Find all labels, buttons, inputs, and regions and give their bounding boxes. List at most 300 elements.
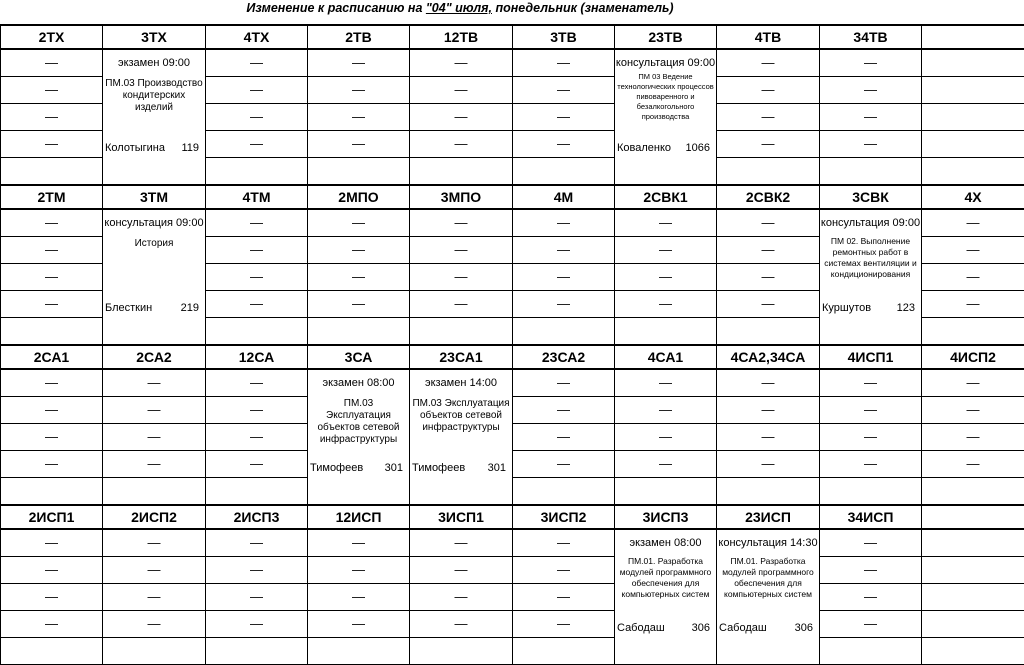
group-header: 4СА1 <box>615 345 717 369</box>
schedule-cell <box>206 291 308 318</box>
schedule-cell <box>206 451 308 478</box>
empty-dash: — <box>455 136 468 151</box>
lesson-subject: ПМ.01. Разработка модулей программного обеспечения для компьютерных систем <box>617 556 714 600</box>
schedule-cell <box>410 77 513 104</box>
schedule-cell <box>1 397 103 424</box>
schedule-cell <box>206 158 308 186</box>
group-header: 2СВК1 <box>615 185 717 209</box>
schedule-cell <box>1 209 103 237</box>
empty-dash: — <box>250 82 263 97</box>
empty-dash: — <box>967 242 980 257</box>
schedule-cell <box>103 529 206 557</box>
schedule-cell <box>206 131 308 158</box>
empty-dash: — <box>250 55 263 70</box>
empty-dash: — <box>455 269 468 284</box>
schedule-row <box>1 369 1024 397</box>
schedule-cell <box>615 318 717 346</box>
group-header: 3СВК <box>820 185 922 209</box>
schedule-cell <box>103 209 206 345</box>
schedule-cell <box>615 264 717 291</box>
lesson-teacher: Тимофеев <box>310 462 363 474</box>
schedule-cell <box>717 131 820 158</box>
schedule-cell <box>615 369 717 397</box>
empty-dash: — <box>762 296 775 311</box>
group-header: 12ИСП <box>308 505 410 529</box>
empty-dash: — <box>864 456 877 471</box>
schedule-cell <box>1 77 103 104</box>
group-header: 4ТВ <box>717 25 820 49</box>
schedule-cell <box>820 451 922 478</box>
group-header: 2СВК2 <box>717 185 820 209</box>
lesson-type-time: экзамен 08:00 <box>308 377 409 389</box>
schedule-cell <box>1 478 103 506</box>
group-header: 2ИСП1 <box>1 505 103 529</box>
schedule-cell <box>308 158 410 186</box>
schedule-cell <box>1 291 103 318</box>
empty-dash: — <box>864 429 877 444</box>
lesson-subject: ПМ.03 Эксплуатация объектов сетевой инфраструктуры <box>310 398 407 446</box>
empty-dash: — <box>45 242 58 257</box>
schedule-cell <box>922 291 1024 318</box>
empty-dash: — <box>557 375 570 390</box>
lesson-subject: ПМ 03 Ведение технологических процессов пивоваренного и безалкогольного производства <box>617 72 714 122</box>
empty-dash: — <box>762 242 775 257</box>
empty-dash: — <box>762 456 775 471</box>
group-header: 23СА2 <box>513 345 615 369</box>
schedule-cell <box>922 369 1024 397</box>
empty-dash: — <box>250 456 263 471</box>
schedule-cell <box>820 529 922 557</box>
schedule-cell <box>513 529 615 557</box>
schedule-cell <box>206 264 308 291</box>
schedule-cell <box>308 131 410 158</box>
schedule-cell <box>206 209 308 237</box>
schedule-cell <box>922 131 1024 158</box>
lesson-type-time: консультация 14:30 <box>717 537 819 549</box>
schedule-cell <box>717 318 820 346</box>
schedule-cell <box>410 611 513 638</box>
empty-dash: — <box>864 589 877 604</box>
empty-dash: — <box>352 242 365 257</box>
schedule-cell <box>410 529 513 557</box>
schedule-cell <box>820 611 922 638</box>
empty-dash: — <box>864 535 877 550</box>
group-header: 3ИСП2 <box>513 505 615 529</box>
schedule-cell <box>717 529 820 665</box>
empty-dash: — <box>864 109 877 124</box>
lesson-room: 119 <box>181 142 199 154</box>
schedule-cell <box>717 397 820 424</box>
schedule-cell <box>1 557 103 584</box>
schedule-cell <box>717 451 820 478</box>
lesson-entry <box>717 530 819 664</box>
lesson-teacher: Колотыгина <box>105 142 165 154</box>
group-header <box>922 25 1024 49</box>
group-header: 4ИСП2 <box>922 345 1024 369</box>
empty-dash: — <box>148 402 161 417</box>
empty-dash: — <box>250 109 263 124</box>
empty-dash: — <box>967 215 980 230</box>
schedule-cell <box>206 104 308 131</box>
schedule-cell <box>410 158 513 186</box>
empty-dash: — <box>352 215 365 230</box>
empty-dash: — <box>659 296 672 311</box>
group-header: 4Х <box>922 185 1024 209</box>
group-header: 2СА1 <box>1 345 103 369</box>
schedule-cell <box>1 369 103 397</box>
empty-dash: — <box>557 589 570 604</box>
schedule-cell <box>513 557 615 584</box>
empty-dash: — <box>250 535 263 550</box>
schedule-cell <box>513 611 615 638</box>
schedule-cell <box>103 424 206 451</box>
empty-dash: — <box>557 456 570 471</box>
empty-dash: — <box>659 429 672 444</box>
schedule-cell <box>513 478 615 506</box>
schedule-cell <box>103 557 206 584</box>
lesson-entry <box>615 50 716 184</box>
empty-dash: — <box>45 269 58 284</box>
empty-dash: — <box>659 269 672 284</box>
schedule-cell <box>1 237 103 264</box>
empty-dash: — <box>45 402 58 417</box>
schedule-cell <box>206 584 308 611</box>
schedule-cell <box>615 237 717 264</box>
empty-dash: — <box>762 109 775 124</box>
lesson-type-time: консультация 09:00 <box>103 217 205 229</box>
schedule-cell <box>615 451 717 478</box>
schedule-cell <box>1 49 103 77</box>
schedule-row <box>1 557 1024 584</box>
schedule-cell <box>513 209 615 237</box>
empty-dash: — <box>148 456 161 471</box>
group-header: 34ИСП <box>820 505 922 529</box>
schedule-cell <box>513 584 615 611</box>
lesson-room: 301 <box>488 462 506 474</box>
empty-dash: — <box>45 535 58 550</box>
empty-dash: — <box>352 136 365 151</box>
schedule-row <box>1 49 1024 77</box>
lesson-room: 301 <box>385 462 403 474</box>
group-header: 23ТВ <box>615 25 717 49</box>
empty-dash: — <box>455 535 468 550</box>
group-header: 23СА1 <box>410 345 513 369</box>
schedule-cell <box>206 397 308 424</box>
schedule-cell <box>922 264 1024 291</box>
empty-dash: — <box>250 242 263 257</box>
schedule-cell <box>615 424 717 451</box>
empty-dash: — <box>45 562 58 577</box>
schedule-cell <box>615 291 717 318</box>
lesson-teacher: Куршутов <box>822 302 871 314</box>
lesson-entry <box>103 50 205 184</box>
lesson-type-time: экзамен 09:00 <box>103 57 205 69</box>
schedule-cell <box>1 584 103 611</box>
schedule-cell <box>922 158 1024 186</box>
schedule-cell <box>308 369 410 505</box>
schedule-cell <box>410 318 513 346</box>
empty-dash: — <box>967 375 980 390</box>
group-header: 3МПО <box>410 185 513 209</box>
schedule-cell <box>820 369 922 397</box>
empty-dash: — <box>864 616 877 631</box>
schedule-cell <box>308 264 410 291</box>
schedule-cell <box>717 478 820 506</box>
empty-dash: — <box>455 242 468 257</box>
empty-dash: — <box>250 589 263 604</box>
empty-dash: — <box>762 402 775 417</box>
schedule-cell <box>206 424 308 451</box>
schedule-cell <box>615 397 717 424</box>
schedule-cell <box>1 158 103 186</box>
schedule-cell <box>820 77 922 104</box>
schedule-cell <box>1 424 103 451</box>
schedule-cell <box>1 529 103 557</box>
empty-dash: — <box>659 242 672 257</box>
lesson-entry <box>615 530 716 664</box>
empty-dash: — <box>455 109 468 124</box>
schedule-cell <box>820 478 922 506</box>
group-header: 2МПО <box>308 185 410 209</box>
empty-dash: — <box>659 402 672 417</box>
schedule-cell <box>513 77 615 104</box>
lesson-entry <box>410 370 512 504</box>
empty-dash: — <box>455 82 468 97</box>
empty-dash: — <box>45 589 58 604</box>
empty-dash: — <box>762 375 775 390</box>
schedule-cell <box>922 237 1024 264</box>
schedule-cell <box>922 77 1024 104</box>
empty-dash: — <box>762 136 775 151</box>
group-header-row <box>1 25 1024 49</box>
group-header: 34ТВ <box>820 25 922 49</box>
schedule-cell <box>820 584 922 611</box>
schedule-cell <box>308 584 410 611</box>
schedule-cell <box>1 611 103 638</box>
lesson-entry <box>308 370 409 504</box>
empty-dash: — <box>762 82 775 97</box>
empty-dash: — <box>45 136 58 151</box>
empty-dash: — <box>455 55 468 70</box>
empty-dash: — <box>557 242 570 257</box>
lesson-subject: ПМ.03 Производство кондитерских изделий <box>105 78 203 114</box>
empty-dash: — <box>250 562 263 577</box>
lesson-subject: ПМ 02. Выполнение ремонтных работ в системах вентиляции и кондиционирования <box>822 236 919 280</box>
empty-dash: — <box>250 269 263 284</box>
schedule-cell <box>103 369 206 397</box>
schedule-cell <box>922 209 1024 237</box>
empty-dash: — <box>250 616 263 631</box>
empty-dash: — <box>250 296 263 311</box>
schedule-cell <box>922 557 1024 584</box>
schedule-cell <box>820 49 922 77</box>
schedule-cell <box>410 131 513 158</box>
empty-dash: — <box>455 296 468 311</box>
empty-dash: — <box>864 82 877 97</box>
empty-dash: — <box>557 429 570 444</box>
schedule-cell <box>513 369 615 397</box>
schedule-cell <box>308 209 410 237</box>
empty-dash: — <box>352 296 365 311</box>
schedule-cell <box>922 49 1024 77</box>
empty-dash: — <box>557 215 570 230</box>
group-header: 3ТВ <box>513 25 615 49</box>
empty-dash: — <box>659 215 672 230</box>
schedule-cell <box>922 424 1024 451</box>
schedule-cell <box>308 611 410 638</box>
lesson-subject: ПМ.03 Эксплуатация объектов сетевой инфраструктуры <box>412 398 510 434</box>
schedule-row <box>1 209 1024 237</box>
empty-dash: — <box>45 616 58 631</box>
schedule-cell <box>103 451 206 478</box>
schedule-cell <box>717 209 820 237</box>
empty-dash: — <box>864 402 877 417</box>
empty-dash: — <box>352 589 365 604</box>
schedule-row <box>1 478 1024 506</box>
group-header: 2ИСП3 <box>206 505 308 529</box>
empty-dash: — <box>45 82 58 97</box>
lesson-type-time: экзамен 08:00 <box>615 537 716 549</box>
group-header: 2ТВ <box>308 25 410 49</box>
empty-dash: — <box>659 375 672 390</box>
schedule-cell <box>717 369 820 397</box>
schedule-cell <box>103 584 206 611</box>
schedule-cell <box>206 77 308 104</box>
schedule-cell <box>820 158 922 186</box>
schedule-cell <box>820 209 922 345</box>
empty-dash: — <box>864 375 877 390</box>
schedule-cell <box>922 104 1024 131</box>
group-header: 12СА <box>206 345 308 369</box>
empty-dash: — <box>45 215 58 230</box>
page-title <box>0 1 920 15</box>
schedule-cell <box>206 318 308 346</box>
schedule-cell <box>1 318 103 346</box>
schedule-row <box>1 584 1024 611</box>
empty-dash: — <box>250 402 263 417</box>
schedule-cell <box>308 49 410 77</box>
lesson-room: 123 <box>897 302 915 314</box>
schedule-cell <box>410 209 513 237</box>
schedule-cell <box>615 478 717 506</box>
schedule-cell <box>513 131 615 158</box>
schedule-cell <box>308 557 410 584</box>
empty-dash: — <box>352 55 365 70</box>
schedule-cell <box>206 478 308 506</box>
empty-dash: — <box>250 375 263 390</box>
empty-dash: — <box>557 296 570 311</box>
group-header: 4ТХ <box>206 25 308 49</box>
empty-dash: — <box>762 269 775 284</box>
group-header: 4М <box>513 185 615 209</box>
group-header-row <box>1 345 1024 369</box>
schedule-cell <box>206 529 308 557</box>
schedule-cell <box>410 291 513 318</box>
group-header <box>922 505 1024 529</box>
empty-dash: — <box>148 616 161 631</box>
schedule-cell <box>513 397 615 424</box>
schedule-cell <box>513 318 615 346</box>
group-header: 4ИСП1 <box>820 345 922 369</box>
schedule-cell <box>103 611 206 638</box>
schedule-cell <box>922 451 1024 478</box>
schedule-cell <box>308 318 410 346</box>
lesson-subject: История <box>105 238 203 250</box>
schedule-cell <box>410 264 513 291</box>
empty-dash: — <box>864 562 877 577</box>
empty-dash: — <box>762 215 775 230</box>
group-header: 2ИСП2 <box>103 505 206 529</box>
empty-dash: — <box>455 589 468 604</box>
empty-dash: — <box>148 429 161 444</box>
schedule-cell <box>615 49 717 185</box>
empty-dash: — <box>250 136 263 151</box>
empty-dash: — <box>967 456 980 471</box>
schedule-cell <box>717 158 820 186</box>
schedule-cell <box>308 104 410 131</box>
group-header: 3СА <box>308 345 410 369</box>
schedule-cell <box>922 478 1024 506</box>
empty-dash: — <box>45 456 58 471</box>
title-date: "04" июля, <box>426 1 492 15</box>
schedule-cell <box>820 424 922 451</box>
group-header: 3ИСП3 <box>615 505 717 529</box>
empty-dash: — <box>557 269 570 284</box>
schedule-cell <box>308 291 410 318</box>
empty-dash: — <box>967 269 980 284</box>
empty-dash: — <box>352 269 365 284</box>
empty-dash: — <box>352 616 365 631</box>
empty-dash: — <box>45 429 58 444</box>
group-header: 3ТХ <box>103 25 206 49</box>
lesson-entry <box>103 210 205 344</box>
empty-dash: — <box>967 402 980 417</box>
empty-dash: — <box>250 215 263 230</box>
empty-dash: — <box>45 375 58 390</box>
empty-dash: — <box>148 562 161 577</box>
schedule-cell <box>410 369 513 505</box>
empty-dash: — <box>45 296 58 311</box>
schedule-cell <box>1 131 103 158</box>
lesson-teacher: Тимофеев <box>412 462 465 474</box>
schedule-cell <box>206 611 308 638</box>
empty-dash: — <box>148 375 161 390</box>
schedule-cell <box>717 291 820 318</box>
schedule-cell <box>820 131 922 158</box>
lesson-type-time: экзамен 14:00 <box>410 377 512 389</box>
lesson-room: 306 <box>692 622 710 634</box>
lesson-type-time: консультация 09:00 <box>615 57 716 69</box>
empty-dash: — <box>250 429 263 444</box>
empty-dash: — <box>352 82 365 97</box>
group-header: 4ТМ <box>206 185 308 209</box>
schedule-cell <box>308 77 410 104</box>
schedule-cell <box>410 237 513 264</box>
schedule-cell <box>717 49 820 77</box>
empty-dash: — <box>557 616 570 631</box>
schedule-cell <box>206 49 308 77</box>
lesson-entry <box>820 210 921 344</box>
empty-dash: — <box>967 296 980 311</box>
empty-dash: — <box>455 215 468 230</box>
empty-dash: — <box>45 109 58 124</box>
schedule-cell <box>922 584 1024 611</box>
group-header-row <box>1 185 1024 209</box>
schedule-cell <box>820 557 922 584</box>
schedule-cell <box>513 264 615 291</box>
schedule-cell <box>513 158 615 186</box>
group-header: 3ТМ <box>103 185 206 209</box>
